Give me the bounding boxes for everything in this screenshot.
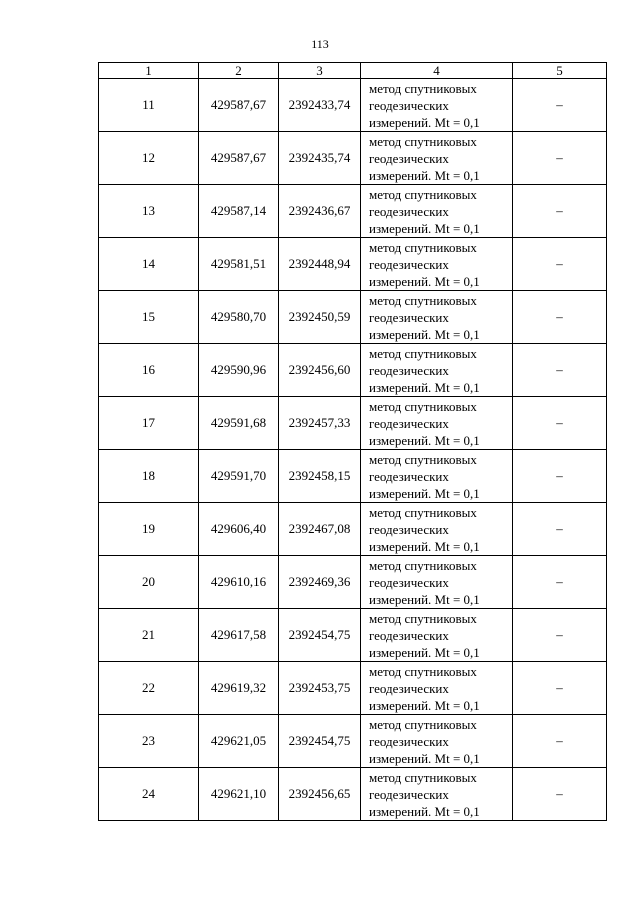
method-cell: метод спутниковых геодезических измерений. Mt = 0,1 xyxy=(361,185,513,238)
x-coordinate-cell: 429580,70 xyxy=(199,291,279,344)
x-coordinate-cell: 429610,16 xyxy=(199,556,279,609)
point-number-cell: 14 xyxy=(99,238,199,291)
column-header-2: 2 xyxy=(199,63,279,79)
y-coordinate-cell: 2392469,36 xyxy=(279,556,361,609)
x-coordinate-cell: 429587,67 xyxy=(199,132,279,185)
point-number-cell: 12 xyxy=(99,132,199,185)
y-coordinate-cell: 2392453,75 xyxy=(279,662,361,715)
x-coordinate-cell: 429606,40 xyxy=(199,503,279,556)
x-coordinate-cell: 429587,67 xyxy=(199,79,279,132)
y-coordinate-cell: 2392458,15 xyxy=(279,450,361,503)
x-coordinate-cell: 429621,10 xyxy=(199,768,279,821)
table-row xyxy=(99,291,607,344)
point-number-cell: 13 xyxy=(99,185,199,238)
table-row xyxy=(99,132,607,185)
y-coordinate-cell: 2392454,75 xyxy=(279,609,361,662)
note-cell: – xyxy=(513,662,607,715)
column-header-3: 3 xyxy=(279,63,361,79)
method-cell: метод спутниковых геодезических измерений. Mt = 0,1 xyxy=(361,503,513,556)
point-number-cell: 15 xyxy=(99,291,199,344)
note-cell: – xyxy=(513,609,607,662)
note-cell: – xyxy=(513,291,607,344)
table-row xyxy=(99,450,607,503)
x-coordinate-cell: 429617,58 xyxy=(199,609,279,662)
point-number-cell: 11 xyxy=(99,79,199,132)
method-cell: метод спутниковых геодезических измерений. Mt = 0,1 xyxy=(361,768,513,821)
point-number-cell: 21 xyxy=(99,609,199,662)
note-cell: – xyxy=(513,715,607,768)
column-header-4: 4 xyxy=(361,63,513,79)
note-cell: – xyxy=(513,185,607,238)
y-coordinate-cell: 2392450,59 xyxy=(279,291,361,344)
x-coordinate-cell: 429591,70 xyxy=(199,450,279,503)
table-row xyxy=(99,715,607,768)
x-coordinate-cell: 429587,14 xyxy=(199,185,279,238)
method-cell: метод спутниковых геодезических измерений. Mt = 0,1 xyxy=(361,662,513,715)
method-cell: метод спутниковых геодезических измерений. Mt = 0,1 xyxy=(361,291,513,344)
table-row xyxy=(99,185,607,238)
method-cell: метод спутниковых геодезических измерений. Mt = 0,1 xyxy=(361,556,513,609)
method-cell: метод спутниковых геодезических измерений. Mt = 0,1 xyxy=(361,344,513,397)
y-coordinate-cell: 2392467,08 xyxy=(279,503,361,556)
note-cell: – xyxy=(513,238,607,291)
y-coordinate-cell: 2392456,65 xyxy=(279,768,361,821)
method-cell: метод спутниковых геодезических измерений. Mt = 0,1 xyxy=(361,397,513,450)
method-cell: метод спутниковых геодезических измерений. Mt = 0,1 xyxy=(361,715,513,768)
y-coordinate-cell: 2392454,75 xyxy=(279,715,361,768)
method-cell: метод спутниковых геодезических измерений. Mt = 0,1 xyxy=(361,609,513,662)
column-header-5: 5 xyxy=(513,63,607,79)
x-coordinate-cell: 429590,96 xyxy=(199,344,279,397)
table-row xyxy=(99,556,607,609)
point-number-cell: 19 xyxy=(99,503,199,556)
note-cell: – xyxy=(513,556,607,609)
note-cell: – xyxy=(513,397,607,450)
method-cell: метод спутниковых геодезических измерений. Mt = 0,1 xyxy=(361,79,513,132)
x-coordinate-cell: 429591,68 xyxy=(199,397,279,450)
point-number-cell: 16 xyxy=(99,344,199,397)
coordinates-table xyxy=(98,62,607,821)
note-cell: – xyxy=(513,79,607,132)
point-number-cell: 18 xyxy=(99,450,199,503)
note-cell: – xyxy=(513,344,607,397)
table-row xyxy=(99,662,607,715)
table-body xyxy=(99,79,607,821)
column-header-1: 1 xyxy=(99,63,199,79)
note-cell: – xyxy=(513,132,607,185)
y-coordinate-cell: 2392436,67 xyxy=(279,185,361,238)
table-row xyxy=(99,768,607,821)
point-number-cell: 17 xyxy=(99,397,199,450)
note-cell: – xyxy=(513,450,607,503)
table-row xyxy=(99,79,607,132)
page-number: 113 xyxy=(311,37,329,51)
table-row xyxy=(99,238,607,291)
y-coordinate-cell: 2392457,33 xyxy=(279,397,361,450)
note-cell: – xyxy=(513,503,607,556)
table-row xyxy=(99,503,607,556)
point-number-cell: 23 xyxy=(99,715,199,768)
point-number-cell: 20 xyxy=(99,556,199,609)
header-row xyxy=(99,63,607,79)
table-row xyxy=(99,609,607,662)
y-coordinate-cell: 2392448,94 xyxy=(279,238,361,291)
table-row xyxy=(99,397,607,450)
method-cell: метод спутниковых геодезических измерений. Mt = 0,1 xyxy=(361,132,513,185)
method-cell: метод спутниковых геодезических измерений. Mt = 0,1 xyxy=(361,238,513,291)
point-number-cell: 22 xyxy=(99,662,199,715)
note-cell: – xyxy=(513,768,607,821)
table-row xyxy=(99,344,607,397)
y-coordinate-cell: 2392433,74 xyxy=(279,79,361,132)
method-cell: метод спутниковых геодезических измерений. Mt = 0,1 xyxy=(361,450,513,503)
x-coordinate-cell: 429619,32 xyxy=(199,662,279,715)
x-coordinate-cell: 429581,51 xyxy=(199,238,279,291)
x-coordinate-cell: 429621,05 xyxy=(199,715,279,768)
y-coordinate-cell: 2392456,60 xyxy=(279,344,361,397)
y-coordinate-cell: 2392435,74 xyxy=(279,132,361,185)
point-number-cell: 24 xyxy=(99,768,199,821)
